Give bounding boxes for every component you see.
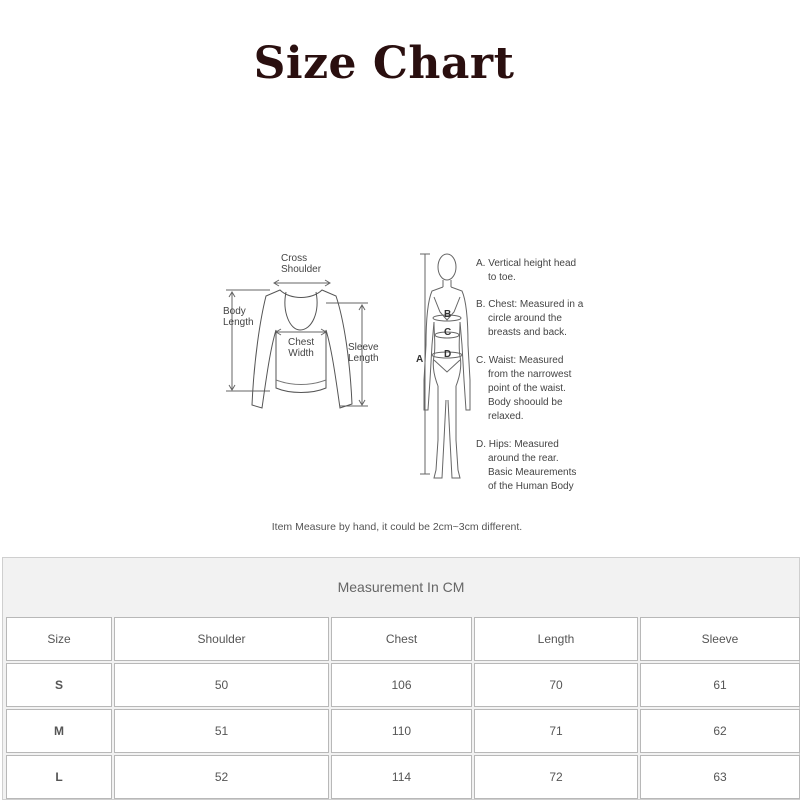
row-l-shoulder: 52 [114,755,329,799]
note-c [476,354,571,424]
body-length-label-line-2: Length [223,317,254,328]
mark-a: A [416,354,424,365]
note-b-line-2: circle around the [488,313,562,324]
note-c-line-3: point of the waist. [488,383,566,394]
cross-shoulder-label-line-1: Cross [281,253,308,264]
row-l-chest: 114 [331,755,472,799]
note-d-line-1: D. Hips: Measured [476,439,559,450]
note-a-line-2: to toe. [488,272,516,283]
chest-width-label-line-2: Width [288,348,314,359]
note-c-line-5: relaxed. [488,411,524,422]
sleeve-length-label-line-2: Length [348,353,379,364]
note-b-line-1: B. Chest: Measured in a [476,299,584,310]
header-cell-chest: Chest [331,617,472,661]
note-d-line-2: around the rear. [488,453,559,464]
row-l-length: 72 [474,755,638,799]
row-s-chest: 106 [331,663,472,707]
page-title: Size Chart [253,38,515,89]
note-c-line-2: from the narrowest [488,369,572,380]
row-m-shoulder: 51 [114,709,329,753]
mark-c: C [444,327,452,338]
cross-shoulder-label-line-2: Shoulder [281,264,322,275]
note-d [476,438,576,494]
note-c-line-4: Body shoould be [488,397,563,408]
row-s-shoulder: 50 [114,663,329,707]
body-length-label-line-1: Body [223,306,246,317]
header-cell-length: Length [474,617,638,661]
sleeve-length-label-line-1: Sleeve [348,342,379,353]
note-b-line-3: breasts and back. [488,327,567,338]
chest-width-label-line-1: Chest [288,337,315,348]
mark-b: B [444,309,452,320]
note-a [476,257,576,285]
note-d-line-3: Basic Meaurements [488,467,577,478]
row-l-sleeve: 63 [640,755,800,799]
table-caption: Measurement In CM [337,579,465,595]
row-s-length: 70 [474,663,638,707]
measurement-disclaimer: Item Measure by hand, it could be 2cm~3cm different. [271,521,523,533]
row-m-sleeve: 62 [640,709,800,753]
row-m-size: M [6,709,112,753]
row-m-chest: 110 [331,709,472,753]
header-cell-sleeve: Sleeve [640,617,800,661]
row-s-sleeve: 61 [640,663,800,707]
header-cell-shoulder: Shoulder [114,617,329,661]
note-c-line-1: C. Waist: Measured [476,355,564,366]
header-cell-size: Size [6,617,112,661]
row-s-size: S [6,663,112,707]
note-d-line-4: of the Human Body [488,481,574,492]
row-m-length: 71 [474,709,638,753]
size-table [2,557,800,800]
note-b [476,298,583,340]
row-l-size: L [6,755,112,799]
mark-d: D [444,349,452,360]
note-a-line-1: A. Vertical height head [476,258,577,269]
